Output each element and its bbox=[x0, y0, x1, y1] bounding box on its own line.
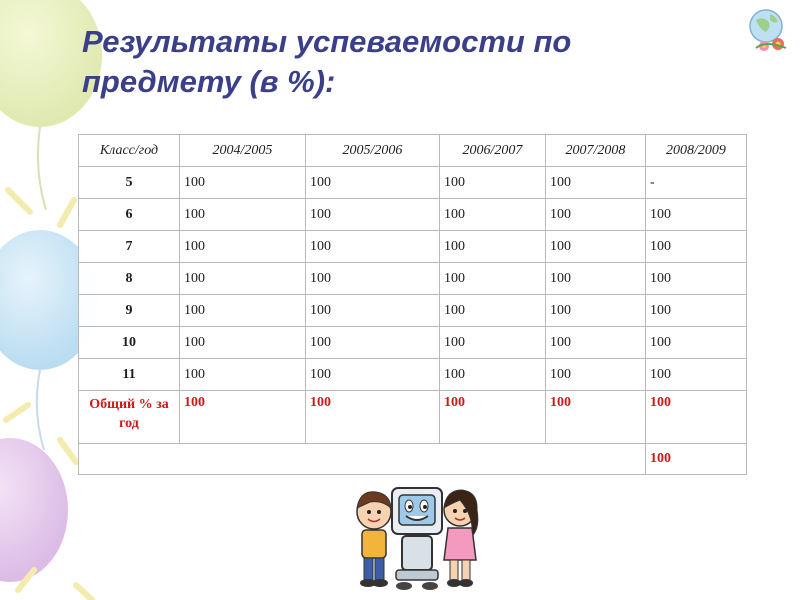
computer-figure bbox=[392, 488, 442, 590]
header-row bbox=[79, 135, 747, 167]
value-cell: 100 bbox=[306, 199, 440, 231]
grade-cell: 9 bbox=[79, 295, 180, 327]
value-cell: 100 bbox=[546, 167, 646, 199]
header-year: 2006/2007 bbox=[440, 135, 546, 167]
value-cell: 100 bbox=[546, 295, 646, 327]
value-cell: 100 bbox=[440, 231, 546, 263]
value-cell: 100 bbox=[306, 359, 440, 391]
value-cell: 100 bbox=[646, 231, 747, 263]
table-row bbox=[79, 167, 747, 199]
value-cell: 100 bbox=[306, 231, 440, 263]
balloon-purple bbox=[0, 438, 68, 582]
final-value-cell: 100 bbox=[646, 444, 747, 475]
value-cell: 100 bbox=[546, 327, 646, 359]
value-cell: - bbox=[646, 167, 747, 199]
value-cell: 100 bbox=[180, 263, 306, 295]
value-cell: 100 bbox=[546, 263, 646, 295]
value-cell: 100 bbox=[306, 295, 440, 327]
value-cell: 100 bbox=[180, 199, 306, 231]
value-cell: 100 bbox=[180, 167, 306, 199]
total-value-cell: 100 bbox=[306, 391, 440, 444]
value-cell: 100 bbox=[440, 263, 546, 295]
value-cell: 100 bbox=[440, 359, 546, 391]
value-cell: 100 bbox=[646, 327, 747, 359]
grade-cell: 5 bbox=[79, 167, 180, 199]
value-cell: 100 bbox=[546, 199, 646, 231]
table-row bbox=[79, 263, 747, 295]
total-value-cell: 100 bbox=[440, 391, 546, 444]
final-empty-cell bbox=[79, 444, 646, 475]
grade-cell: 7 bbox=[79, 231, 180, 263]
table-row bbox=[79, 327, 747, 359]
final-row bbox=[79, 444, 747, 475]
header-year: 2007/2008 bbox=[546, 135, 646, 167]
header-year: 2004/2005 bbox=[180, 135, 306, 167]
header-class-year: Класс/год bbox=[79, 135, 180, 167]
table-row bbox=[79, 295, 747, 327]
value-cell: 100 bbox=[646, 359, 747, 391]
value-cell: 100 bbox=[306, 167, 440, 199]
value-cell: 100 bbox=[646, 263, 747, 295]
value-cell: 100 bbox=[646, 295, 747, 327]
globe-with-flowers-icon bbox=[742, 6, 794, 54]
girl-figure bbox=[444, 490, 478, 587]
grade-cell: 8 bbox=[79, 263, 180, 295]
value-cell: 100 bbox=[440, 199, 546, 231]
value-cell: 100 bbox=[440, 327, 546, 359]
total-value-cell: 100 bbox=[646, 391, 747, 444]
value-cell: 100 bbox=[440, 167, 546, 199]
total-value-cell: 100 bbox=[180, 391, 306, 444]
value-cell: 100 bbox=[306, 263, 440, 295]
value-cell: 100 bbox=[546, 231, 646, 263]
table-row bbox=[79, 359, 747, 391]
total-label: Общий % за год bbox=[79, 391, 180, 444]
total-value-cell: 100 bbox=[546, 391, 646, 444]
header-year: 2008/2009 bbox=[646, 135, 747, 167]
header-year: 2005/2006 bbox=[306, 135, 440, 167]
value-cell: 100 bbox=[306, 327, 440, 359]
grade-cell: 10 bbox=[79, 327, 180, 359]
value-cell: 100 bbox=[180, 359, 306, 391]
total-row bbox=[79, 391, 747, 444]
table-row bbox=[79, 231, 747, 263]
value-cell: 100 bbox=[180, 327, 306, 359]
value-cell: 100 bbox=[180, 295, 306, 327]
kids-with-computer-icon bbox=[346, 478, 488, 596]
boy-figure bbox=[357, 492, 391, 587]
value-cell: 100 bbox=[440, 295, 546, 327]
value-cell: 100 bbox=[546, 359, 646, 391]
grades-table bbox=[78, 134, 747, 475]
value-cell: 100 bbox=[180, 231, 306, 263]
page-title: Результаты успеваемости по предмету (в %): bbox=[82, 24, 572, 99]
value-cell: 100 bbox=[646, 199, 747, 231]
grade-cell: 6 bbox=[79, 199, 180, 231]
table-row bbox=[79, 199, 747, 231]
grade-cell: 11 bbox=[79, 359, 180, 391]
